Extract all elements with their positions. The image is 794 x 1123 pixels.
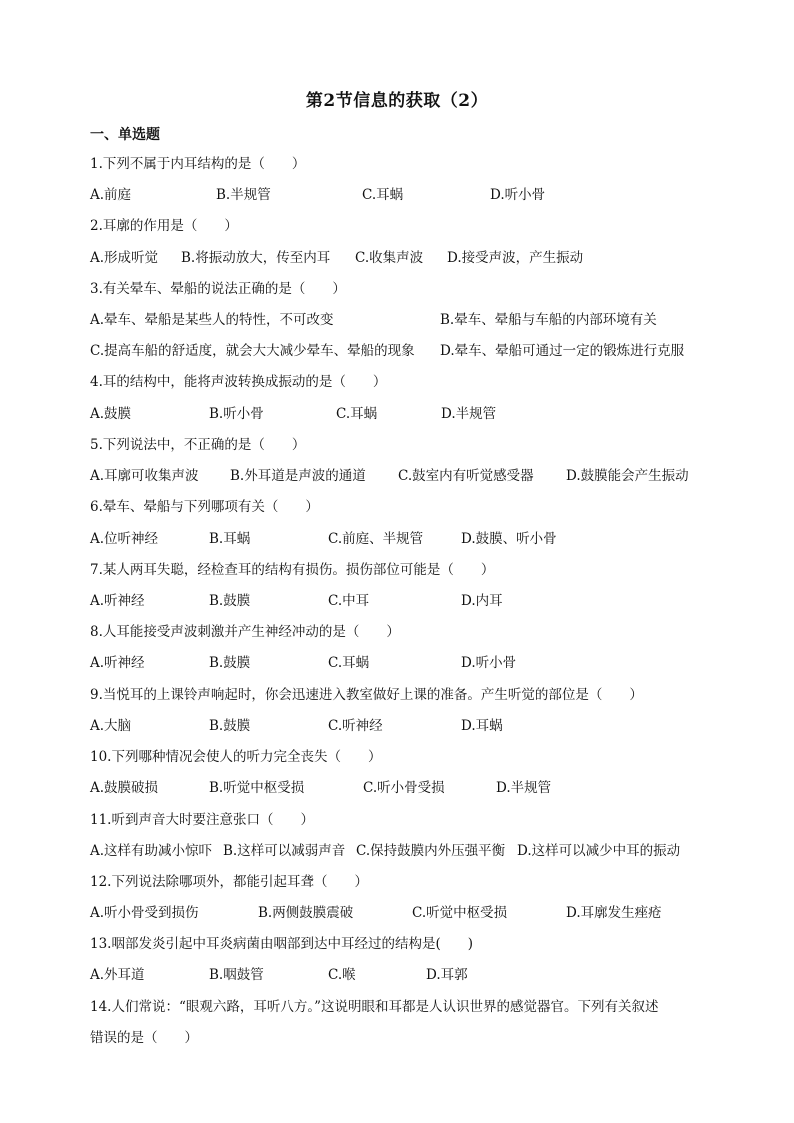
- question-8: 8.人耳能接受声波刺激并产生神经冲动的是（ ）: [90, 624, 400, 640]
- question-5: 5.下列说法中，不正确的是（ ）: [90, 437, 306, 453]
- option-11a: A.这样有助减小惊吓: [90, 843, 213, 859]
- option-1c: C.耳蜗: [362, 187, 404, 203]
- option-7a: A.听神经: [90, 593, 145, 609]
- option-8a: A.听神经: [90, 655, 145, 671]
- option-13d: D.耳郭: [426, 967, 468, 983]
- option-5d: D.鼓膜能会产生振动: [566, 468, 689, 484]
- option-13a: A.外耳道: [90, 967, 145, 983]
- question-7: 7.某人两耳失聪，经检查耳的结构有损伤。损伤部位可能是（ ）: [90, 562, 495, 578]
- option-8d: D.听小骨: [461, 655, 517, 671]
- option-13c: C.喉: [328, 967, 356, 983]
- option-11c: C.保持鼓膜内外压强平衡: [356, 843, 506, 859]
- option-8b: B.鼓膜: [209, 655, 251, 671]
- option-5a: A.耳廓可收集声波: [90, 468, 199, 484]
- option-12a: A.听小骨受到损伤: [90, 905, 199, 921]
- option-3c: C.提高车船的舒适度，就会大大减少晕车、晕船的现象: [90, 343, 415, 359]
- section-heading: 一、单选题: [90, 127, 160, 143]
- question-14-continued: 错误的是（ ）: [90, 1030, 198, 1046]
- option-4c: C.耳蜗: [336, 406, 378, 422]
- option-10b: B.听觉中枢受损: [209, 780, 305, 796]
- option-12c: C.听觉中枢受损: [412, 905, 508, 921]
- option-9a: A.大脑: [90, 718, 132, 734]
- option-3b: B.晕车、晕船与车船的内部环境有关: [440, 312, 657, 328]
- option-10c: C.听小骨受损: [363, 780, 445, 796]
- option-4b: B.听小骨: [209, 406, 264, 422]
- option-1d: D.听小骨: [490, 187, 546, 203]
- option-2b: B.将振动放大，传至内耳: [181, 250, 331, 266]
- question-13: 13.咽部发炎引起中耳炎病菌由咽部到达中耳经过的结构是( ): [90, 936, 474, 952]
- question-12: 12.下列说法除哪项外，都能引起耳聋（ ）: [90, 874, 368, 890]
- question-1: 1.下列不属于内耳结构的是（ ）: [90, 156, 306, 172]
- question-10: 10.下列哪种情况会使人的听力完全丧失（ ）: [90, 749, 382, 765]
- question-9: 9.当悦耳的上课铃声响起时，你会迅速进入教室做好上课的准备。产生听觉的部位是（ ）: [90, 687, 643, 703]
- option-8c: C.耳蜗: [328, 655, 370, 671]
- option-2c: C.收集声波: [355, 250, 424, 266]
- option-9b: B.鼓膜: [209, 718, 251, 734]
- option-13b: B.咽鼓管: [209, 967, 264, 983]
- option-1a: A.前庭: [90, 187, 132, 203]
- page-title: 第2节信息的获取（2）: [305, 91, 489, 111]
- option-12b: B.两侧鼓膜震破: [258, 905, 354, 921]
- option-9d: D.耳蜗: [461, 718, 503, 734]
- option-11b: B.这样可以减弱声音: [223, 843, 346, 859]
- option-9c: C.听神经: [328, 718, 383, 734]
- option-6b: B.耳蜗: [209, 531, 251, 547]
- option-6c: C.前庭、半规管: [328, 531, 424, 547]
- option-7b: B.鼓膜: [209, 593, 251, 609]
- option-7c: C.中耳: [328, 593, 370, 609]
- option-10d: D.半规管: [496, 780, 552, 796]
- question-6: 6.晕车、晕船与下列哪项有关（ ）: [90, 499, 319, 515]
- option-6a: A.位听神经: [90, 531, 159, 547]
- option-2a: A.形成听觉: [90, 250, 159, 266]
- question-14: 14.人们常说：“眼观六路，耳听八方。”这说明眼和耳都是人认识世界的感觉器官。下列有关叙述: [90, 999, 659, 1015]
- option-7d: D.内耳: [461, 593, 503, 609]
- option-5c: C.鼓室内有听觉感受器: [398, 468, 534, 484]
- option-4a: A.鼓膜: [90, 406, 132, 422]
- option-1b: B.半规管: [216, 187, 271, 203]
- question-4: 4.耳的结构中，能将声波转换成振动的是（ ）: [90, 374, 387, 390]
- option-6d: D.鼓膜、听小骨: [461, 531, 557, 547]
- question-2: 2.耳廓的作用是（ ）: [90, 218, 238, 234]
- option-5b: B.外耳道是声波的通道: [230, 468, 366, 484]
- question-3: 3.有关晕车、晕船的说法正确的是（ ）: [90, 281, 346, 297]
- option-3d: D.晕车、晕船可通过一定的锻炼进行克服: [440, 343, 685, 359]
- option-12d: D.耳廓发生痤疮: [566, 905, 662, 921]
- option-3a: A.晕车、晕船是某些人的特性，不可改变: [90, 312, 334, 328]
- option-4d: D.半规管: [441, 406, 497, 422]
- option-11d: D.这样可以减少中耳的振动: [517, 843, 681, 859]
- question-11: 11.听到声音大时要注意张口（ ）: [90, 812, 314, 828]
- option-10a: A.鼓膜破损: [90, 780, 159, 796]
- option-2d: D.接受声波，产生振动: [447, 250, 584, 266]
